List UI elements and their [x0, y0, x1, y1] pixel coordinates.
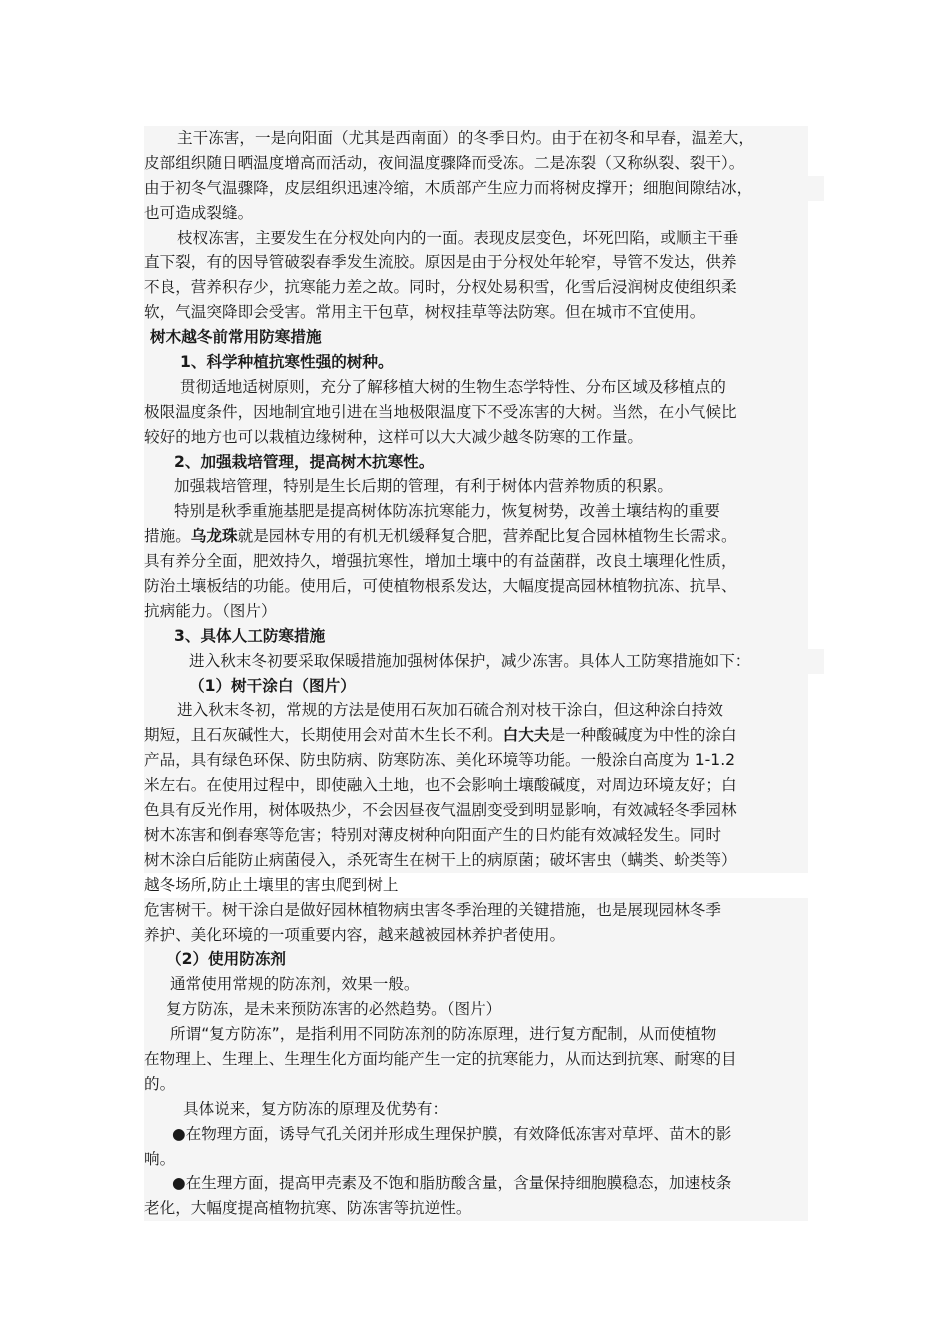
- paragraph-line: 极限温度条件，因地制宜地引进在当地极限温度下不受冻害的大树。当然，在小气候比: [144, 400, 808, 425]
- paragraph-line: 产品，具有绿色环保、防虫防病、防寒防冻、美化环境等功能。一般涂白高度为 1-1.2: [144, 748, 808, 773]
- subsection-heading: （2）使用防冻剂: [144, 947, 808, 972]
- subsection-heading: 3、具体人工防寒措施: [144, 624, 808, 649]
- paragraph-line: 所谓“复方防冻”，是指利用不同防冻剂的防冻原理，进行复方配制，从而使植物: [144, 1022, 808, 1047]
- text-run: 就是园林专用的有机无机缓释复合肥，营养配比复合园林植物生长需求。: [237, 527, 737, 546]
- product-name-bold: 白大夫: [502, 726, 550, 745]
- subsection-heading: （1）树干涂白（图片）: [144, 674, 808, 699]
- text-run: 期短，且石灰碱性大，长期使用会对苗木生长不利。: [144, 726, 503, 745]
- paragraph-line: 防治土壤板结的功能。使用后，可使植物根系发达，大幅度提高园林植物抗冻、抗旱、: [144, 574, 808, 599]
- paragraph-line: 由于初冬气温骤降，皮层组织迅速冷缩，木质部产生应力而将树皮撑开；细胞间隙结冰，: [144, 176, 824, 201]
- paragraph-line: 较好的地方也可以栽植边缘树种，这样可以大大减少越冬防寒的工作量。: [144, 425, 808, 450]
- paragraph-line: 在物理上、生理上、生理生化方面均能产生一定的抗寒能力，从而达到抗寒、耐寒的目: [144, 1047, 808, 1072]
- paragraph-line: 直下裂，有的因导管破裂春季发生流胶。原因是由于分杈处年轮窄，导管不发达，供养: [144, 250, 808, 275]
- subsection-heading: 2、加强栽培管理，提高树木抗寒性。: [144, 450, 808, 475]
- bullet-line: ●在生理方面，提高甲壳素及不饱和脂肪酸含量，含量保持细胞膜稳态，加速枝条: [144, 1171, 808, 1196]
- paragraph-line: 主干冻害，一是向阳面（尤其是西南面）的冬季日灼。由于在初冬和早春，温差大，: [144, 126, 808, 151]
- product-name-bold: 乌龙珠: [190, 527, 238, 546]
- paragraph-line: 具有养分全面，肥效持久，增强抗寒性，增加土壤中的有益菌群，改良土壤理化性质，: [144, 549, 808, 574]
- paragraph-line: 进入秋末冬初要采取保暖措施加强树体保护，减少冻害。具体人工防寒措施如下：: [144, 649, 824, 674]
- paragraph-line: 养护、美化环境的一项重要内容，越来越被园林养护者使用。: [144, 923, 808, 948]
- paragraph-line: 枝杈冻害，主要发生在分杈处向内的一面。表现皮层变色，坏死凹陷，或顺主干垂: [144, 226, 808, 251]
- text-run: 是一种酸碱度为中性的涂白: [549, 726, 737, 745]
- subsection-heading: 1、科学种植抗寒性强的树种。: [144, 350, 808, 375]
- paragraph-line: 的。: [144, 1072, 808, 1097]
- paragraph-line: 皮部组织随日晒温度增高而活动，夜间温度骤降而受冻。二是冻裂（又称纵裂、裂干）。: [144, 151, 808, 176]
- paragraph-line: 不良，营养积存少，抗寒能力差之故。同时，分杈处易积雪，化雪后浸润树皮使组织柔: [144, 275, 808, 300]
- paragraph-line: [144, 524, 808, 549]
- paragraph-line: 贯彻适地适树原则，充分了解移植大树的生物生态学特性、分布区域及移植点的: [144, 375, 808, 400]
- paragraph-line: 具体说来，复方防冻的原理及优势有：: [144, 1097, 808, 1122]
- paragraph-line: 加强栽培管理，特别是生长后期的管理，有利于树体内营养物质的积累。: [144, 474, 808, 499]
- paragraph-line: [144, 723, 808, 748]
- paragraph-line: 进入秋末冬初，常规的方法是使用石灰加石硫合剂对枝干涂白，但这种涂白持效: [144, 698, 808, 723]
- paragraph-line: 树木涂白后能防止病菌侵入，杀死寄生在树干上的病原菌；破坏害虫（螨类、蚧类等）: [144, 848, 808, 873]
- paragraph-line: 也可造成裂缝。: [144, 201, 808, 226]
- paragraph-line: 抗病能力。（图片）: [144, 599, 808, 624]
- paragraph-line: 越冬场所,防止土壤里的害虫爬到树上: [144, 875, 399, 894]
- paragraph-line: 复方防冻，是未来预防冻害的必然趋势。（图片）: [144, 997, 808, 1022]
- paragraph-line: 米左右。在使用过程中，即使融入土地，也不会影响土壤酸碱度，对周边环境友好；白: [144, 773, 808, 798]
- paragraph-line: 危害树干。树干涂白是做好园林植物病虫害冬季治理的关键措施，也是展现园林冬季: [144, 898, 808, 923]
- paragraph-line: 树木冻害和倒春寒等危害；特别对薄皮树种向阳面产生的日灼能有效减轻发生。同时: [144, 823, 808, 848]
- paragraph-line: 色具有反光作用，树体吸热少，不会因昼夜气温剧变受到明显影响，有效减轻冬季园林: [144, 798, 808, 823]
- paragraph-line: 通常使用常规的防冻剂，效果一般。: [144, 972, 808, 997]
- text-run: 措施。: [144, 527, 191, 546]
- section-heading: 树木越冬前常用防寒措施: [144, 325, 808, 350]
- paragraph-line: 响。: [144, 1147, 808, 1172]
- document-page: [144, 120, 808, 1221]
- bullet-line: ●在物理方面，诱导气孔关闭并形成生理保护膜，有效降低冻害对草坪、苗木的影: [144, 1122, 808, 1147]
- paragraph-line: 老化，大幅度提高植物抗寒、防冻害等抗逆性。: [144, 1196, 808, 1221]
- paragraph-line: 特别是秋季重施基肥是提高树体防冻抗寒能力，恢复树势，改善土壤结构的重要: [144, 499, 808, 524]
- paragraph-line: 软，气温突降即会受害。常用主干包草，树杈挂草等法防寒。但在城市不宜使用。: [144, 300, 808, 325]
